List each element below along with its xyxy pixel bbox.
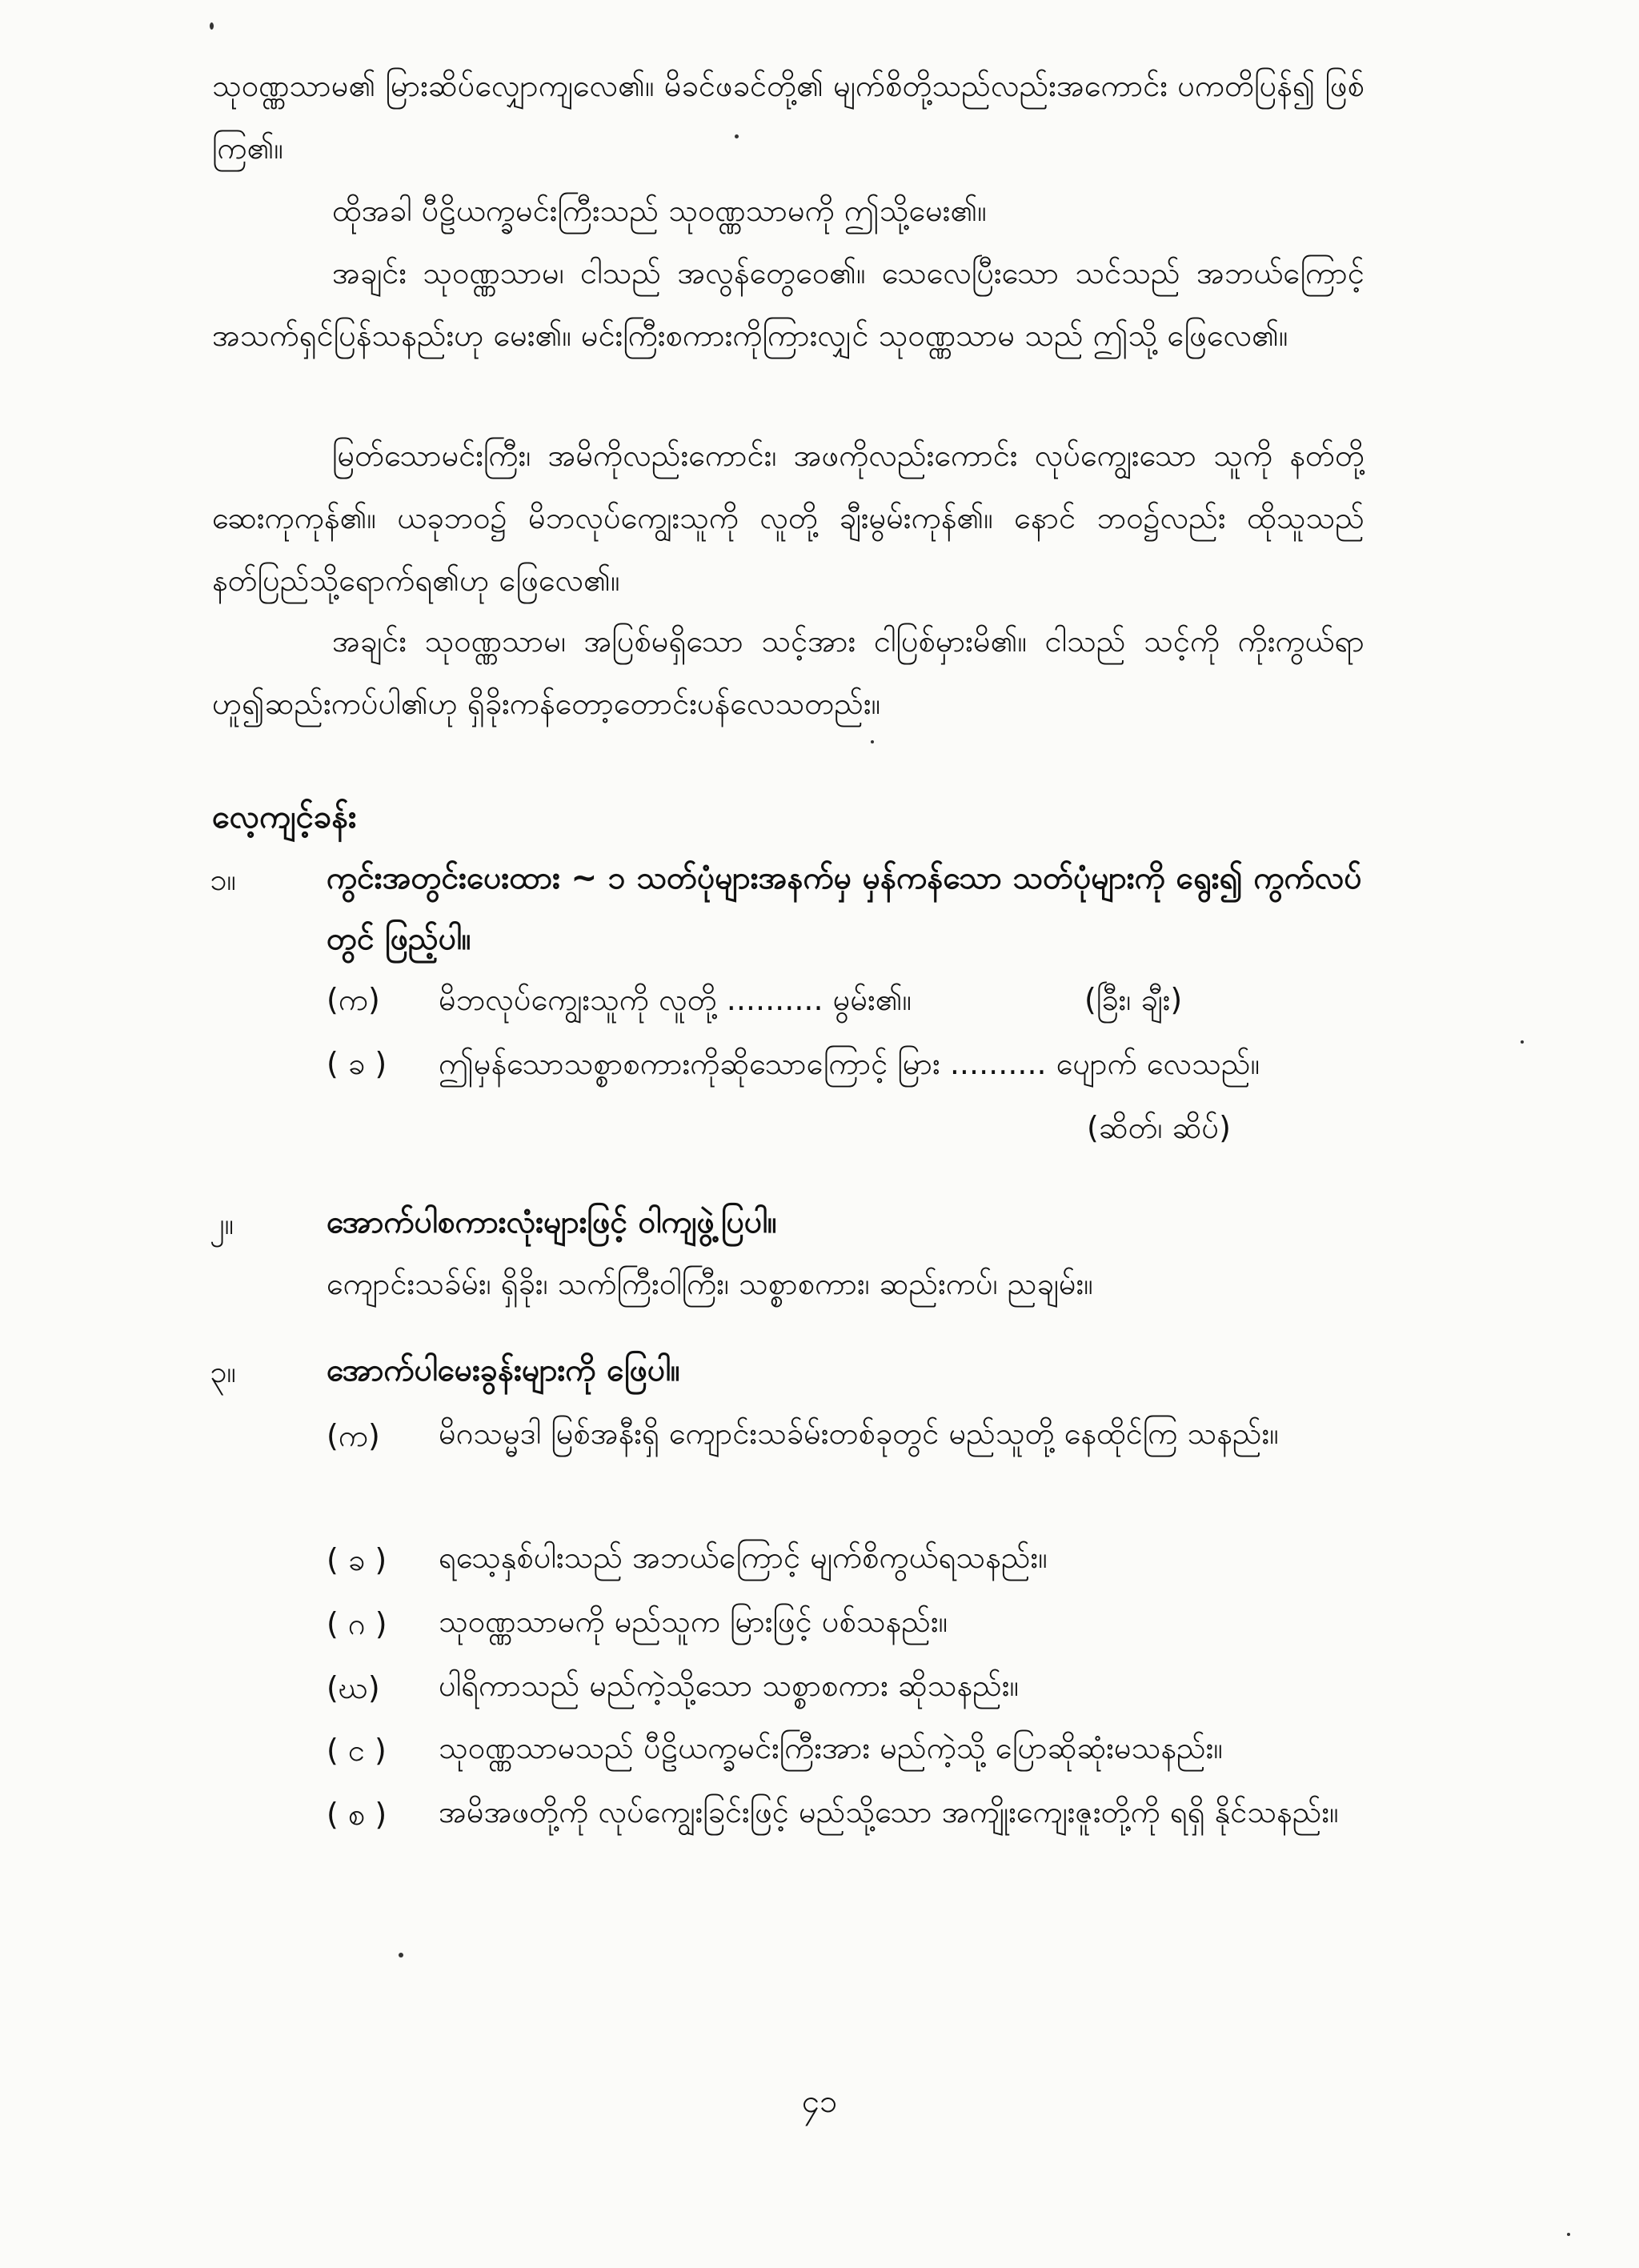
story-paragraph-3: အချင်း သုဝဏ္ဏသာမ၊ ငါသည် အလွန်တွေဝေ၏။ သေလေပြီးသော သင်သည် အဘယ်ကြောင့် အသက်ရှင်ပြန်သနည်းဟု မေး၏။ မင်းကြီးစကားကိုကြားလျှင် သုဝဏ္ဏသာမ သည် ဤသို့ ဖြေလေ၏။ — [212, 255, 1364, 353]
question-1-title: ကွင်းအတွင်းပေးထား ~ ၁ သတ်ပုံများအနက်မှ မှန်ကန်သော သတ်ပုံများကို ရွေး၍ ကွက်လပ်တွင် ဖြည့်ပါ။ — [327, 860, 1362, 957]
q1-item-choice: (ခြီး၊ ချီး) — [1084, 982, 1183, 1017]
q1-item-text: ဤမှန်သောသစ္စာစကားကိုဆိုသောကြောင့် မြား .......... ပျောက် လေသည်။ — [439, 1046, 1260, 1081]
q3-item-text: ပါရိကာသည် မည်ကဲ့သို့သော သစ္စာစကား ဆိုသနည်း။ — [439, 1668, 1020, 1703]
scan-speck — [871, 740, 874, 743]
page-number: ၄၁ — [801, 2083, 838, 2120]
q3-item-text: သုဝဏ္ဏသာမကို မည်သူက မြားဖြင့် ပစ်သနည်း။ — [439, 1604, 948, 1639]
exercise-heading: လေ့ကျင့်ခန်း — [212, 799, 357, 835]
story-paragraph-2: ထိုအခါ ပီဠိယက္ခမင်းကြီးသည် သုဝဏ္ဏသာမကို ဤသို့မေး၏။ — [332, 193, 987, 228]
question-1-number: ၁။ — [210, 862, 236, 897]
q3-item-label: ( ခ ) — [327, 1542, 387, 1577]
question-2-number: ၂။ — [210, 1206, 234, 1241]
question-3-title: အောက်ပါမေးခွန်းများကို ဖြေပါ။ — [327, 1352, 680, 1388]
question-2-title: အောက်ပါစကားလုံးများဖြင့် ဝါကျဖွဲ့ပြပါ။ — [327, 1204, 777, 1240]
q3-item-text: အမိအဖတို့ကို လုပ်ကျွေးခြင်းဖြင့် မည်သို့သော အကျိုးကျေးဇူးတို့ကို ရရှိ နိုင်သနည်း။ — [439, 1794, 1339, 1829]
scan-speck — [1521, 1040, 1524, 1044]
q3-item-text: သုဝဏ္ဏသာမသည် ပီဠိယက္ခမင်းကြီးအား မည်ကဲ့သို့ ပြောဆိုဆုံးမသနည်း။ — [439, 1730, 1223, 1765]
q3-item-text: မိဂသမ္မဒါ မြစ်အနီးရှိ ကျောင်းသခ်မ်းတစ်ခုတွင် မည်သူတို့ နေထိုင်ကြ သနည်း။ — [439, 1416, 1279, 1451]
q3-item-label: (က) — [327, 1418, 380, 1453]
question-2-word-list: ကျောင်းသခ်မ်း၊ ရှိခိုး၊ သက်ကြီးဝါကြီး၊ သစ္စာစကား၊ ဆည်းကပ်၊ ညချမ်း။ — [327, 1266, 1093, 1301]
scan-speck — [1567, 2233, 1570, 2236]
q1-item-choice: (ဆိတ်၊ ဆိပ်) — [1087, 1110, 1231, 1145]
q3-item-label: ( င ) — [327, 1733, 387, 1768]
q1-item-label: ( ခ ) — [327, 1046, 387, 1081]
question-3-number: ၃။ — [210, 1354, 236, 1389]
q3-item-label: (ဃ) — [327, 1670, 380, 1705]
scan-speck — [210, 22, 214, 30]
story-paragraph-5: အချင်း သုဝဏ္ဏသာမ၊ အပြစ်မရှိသော သင့်အား ငါပြစ်မှားမိ၏။ ငါသည် သင့်ကို ကိုးကွယ်ရာဟူ၍ဆည်းကပ်ပါ၏ဟု ရှိခိုးကန်တော့တောင်းပန်လေသတည်း။ — [212, 623, 1364, 721]
story-paragraph-4: မြတ်သောမင်းကြီး၊ အမိကိုလည်းကောင်း၊ အဖကိုလည်းကောင်း လုပ်ကျွေးသော သူကို နတ်တို့ဆေးကုကုန်၏။ ယခုဘဝ၌ မိဘလုပ်ကျွေးသူကို လူတို့ ချီးမွမ်းကုန်၏။ နောင် ဘဝ၌လည်း ထိုသူသည် နတ်ပြည်သို့ရောက်ရ၏ဟု ဖြေလေ၏။ — [212, 438, 1364, 598]
q1-item-label: (က) — [327, 982, 380, 1017]
q3-item-text: ရသေ့နှစ်ပါးသည် အဘယ်ကြောင့် မျက်စိကွယ်ရသနည်း။ — [439, 1540, 1048, 1575]
story-paragraph-1: သုဝဏ္ဏသာမ၏ မြားဆိပ်လျှောကျလေ၏။ မိခင်ဖခင်တို့၏ မျက်စိတို့သည်လည်းအကောင်း ပကတိပြန်၍ ဖြစ်ကြ၏။ — [212, 68, 1364, 166]
scan-speck — [399, 1953, 403, 1957]
q3-item-label: ( ဂ ) — [327, 1606, 387, 1641]
q1-item-text: မိဘလုပ်ကျွေးသူကို လူတို့ .......... မွမ်း၏။ — [439, 982, 912, 1017]
q3-item-label: ( စ ) — [327, 1797, 387, 1832]
